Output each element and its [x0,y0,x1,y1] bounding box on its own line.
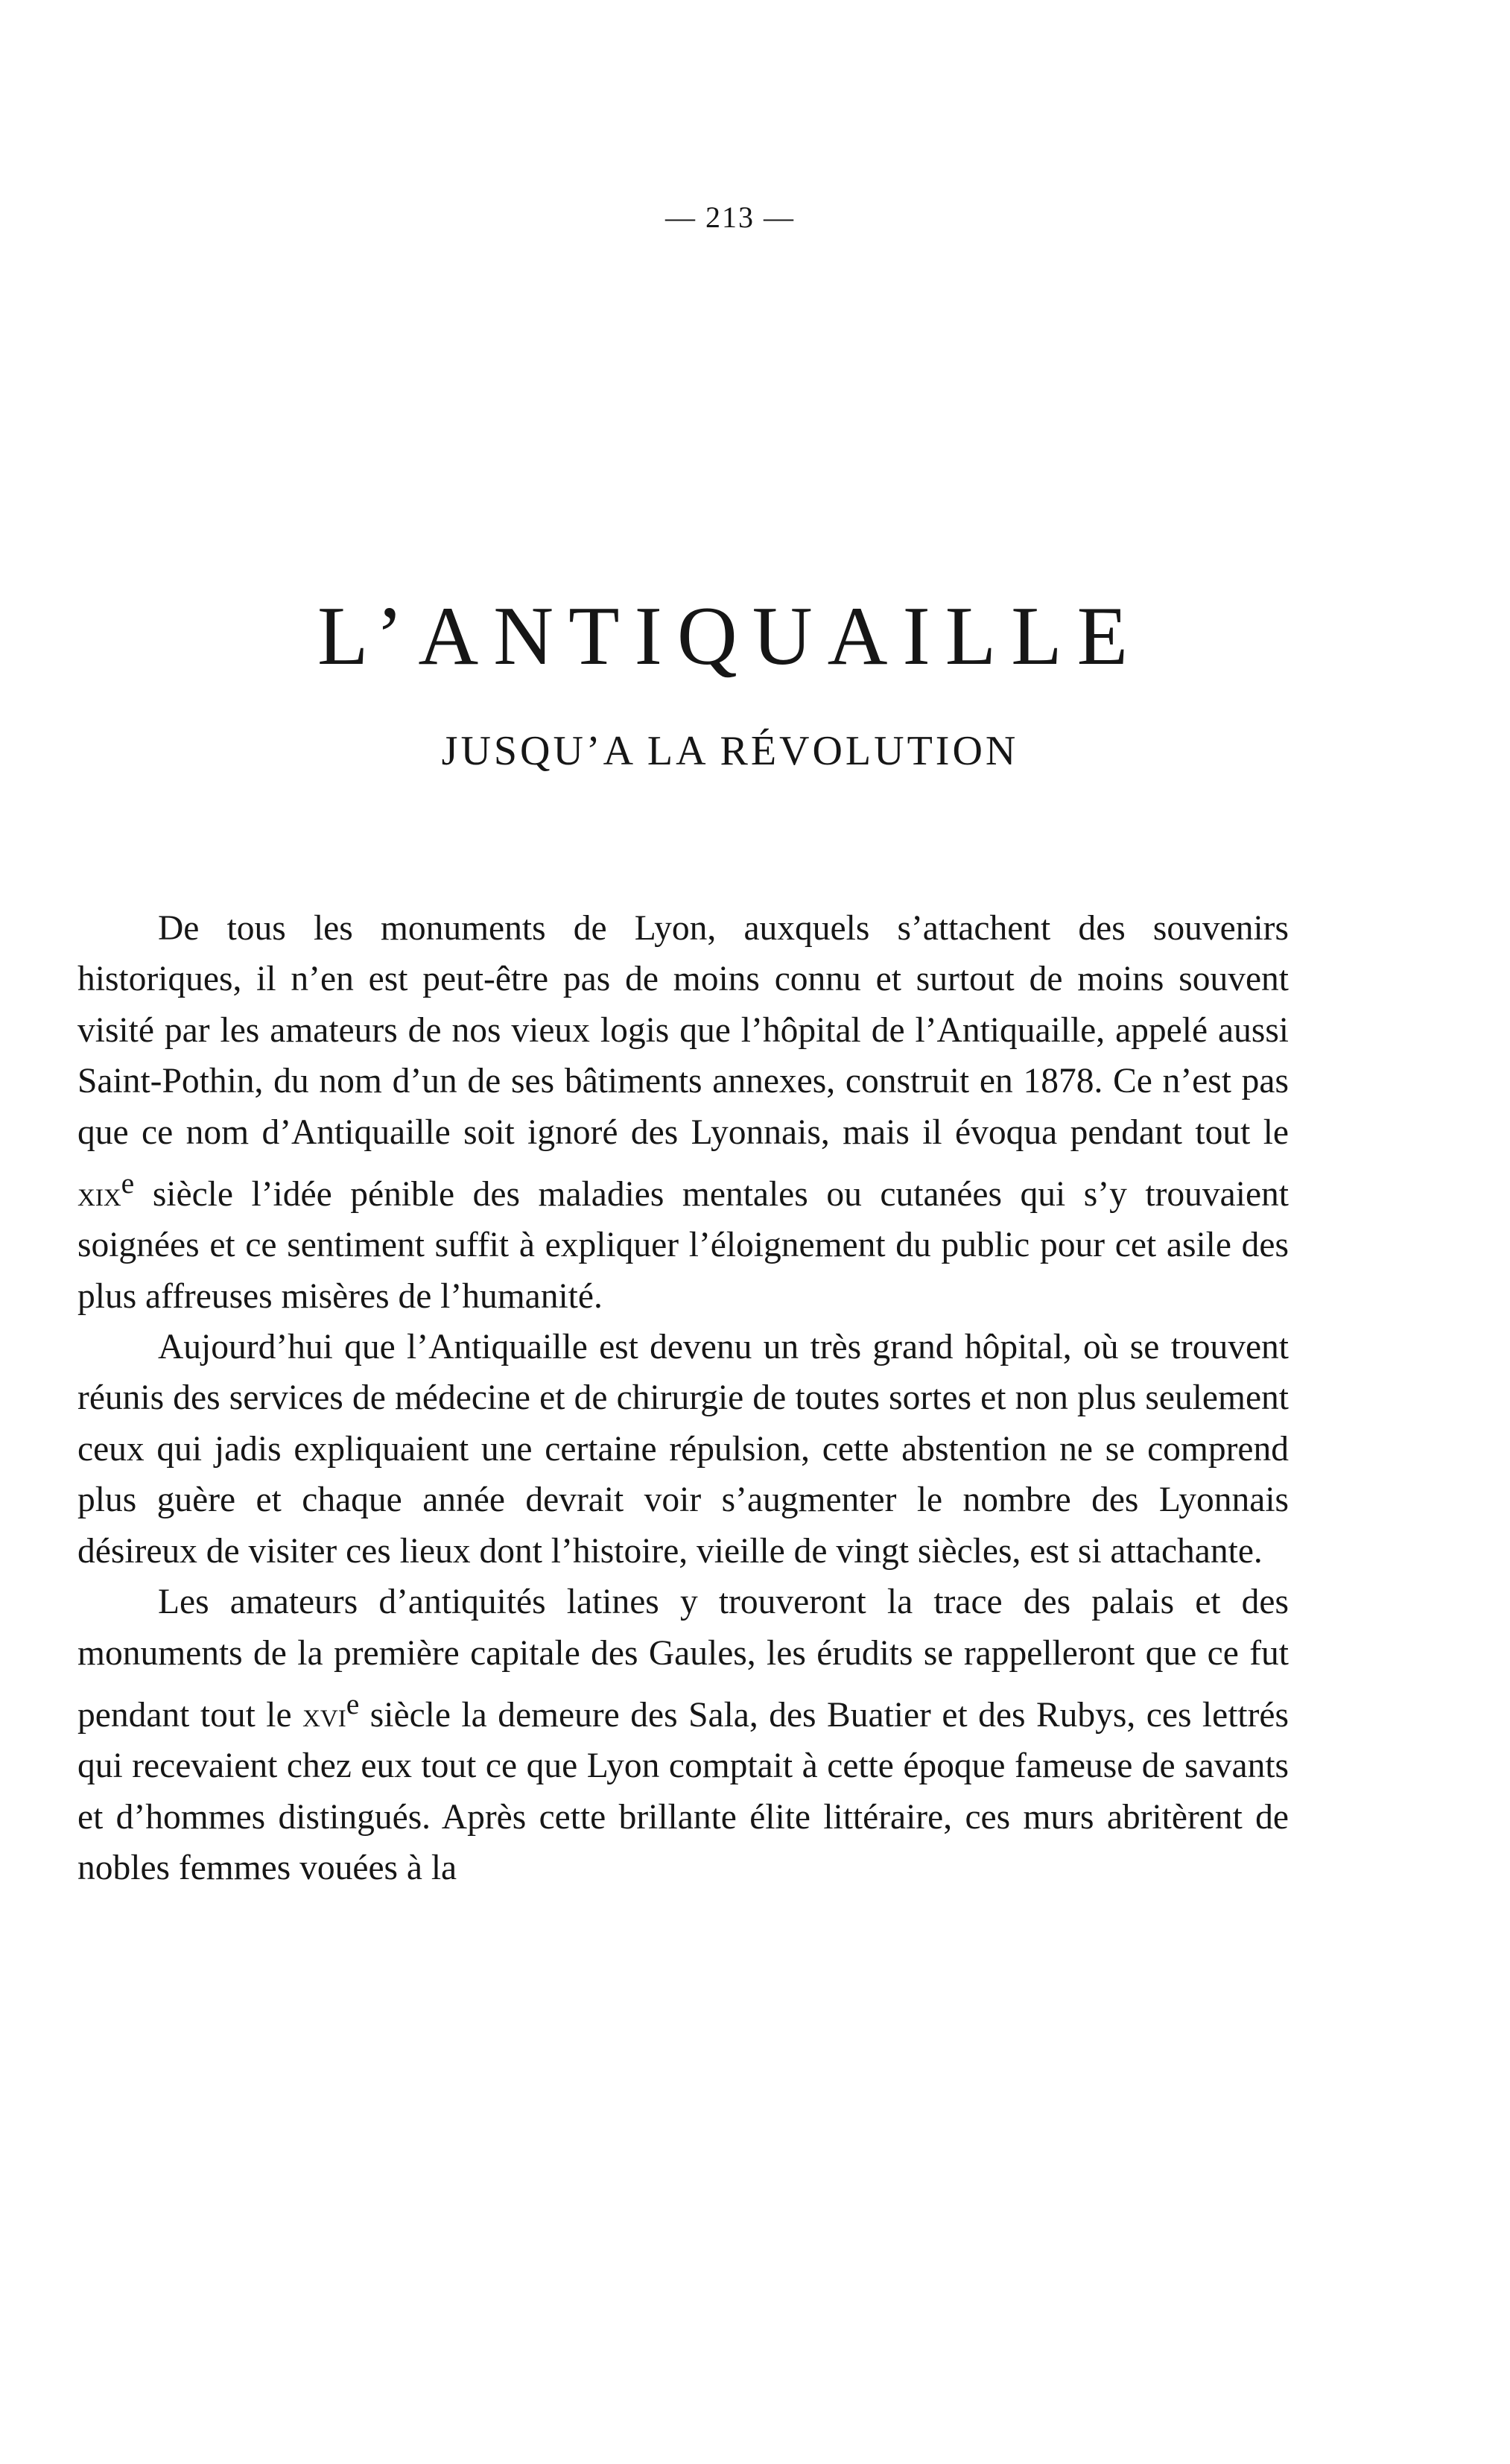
chapter-subtitle: JUSQU’A LA RÉVOLUTION [441,728,1019,774]
paragraph-1-text-b: siècle l’idée pénible des maladies mentales ou cutanées qui s’y trouvaient soignées et ce sentiment suffit à expliquer l’éloignement du public pour cet asile des plus affreuses misères de l’humanité. [77,1174,1289,1316]
body-text [77,903,1289,1893]
century-numeral: xix [77,1174,121,1214]
century-superscript: e [346,1687,360,1720]
paragraph-1 [77,903,1289,1322]
paragraph-3 [77,1577,1289,1893]
paragraph-3-text-a: Les amateurs d’antiquités latines y trouveront la trace des palais et des monuments de la première capitale des Gaules, les érudits se rappelleront que ce fut pendant tout le [77,1583,1289,1735]
century-superscript: e [121,1167,135,1200]
paragraph-1-text-a: De tous les monuments de Lyon, auxquels s’attachent des souvenirs historiques, il n’en est peut-être pas de moins connu et surtout de moins souvent visité par les amateurs de nos vieux logis que l’hôpital de l’Antiquaille, appelé aussi Saint-Pothin, du nom d’un de ses bâtiments annexes, construit en 1878. Ce n’est pas que ce nom d’Antiquaille soit ignoré des Lyonnais, mais il évoqua pendant tout le [77,909,1289,1152]
paragraph-3-text-b: siècle la demeure des Sala, des Buatier et des Rubys, ces lettrés qui recevaient chez eux tout ce que Lyon comptait à cette époque fameuse de savants et d’hommes distingués. Après cette brillante élite littéraire, ces murs abritèrent de nobles femmes vouées à la [77,1695,1289,1887]
chapter-title: L’ANTIQUAILLE [317,590,1143,682]
page-number: — 213 — [665,200,795,234]
paragraph-2: Aujourd’hui que l’Antiquaille est devenu un très grand hôpital, où se trouvent réunis des services de médecine et de chirurgie de toutes sortes et non plus seulement ceux qui jadis expliquaient une certaine répulsion, cette abstention ne se comprend plus guère et chaque année devrait voir s’augmenter le nombre des Lyonnais désireux de visiter ces lieux dont l’histoire, vieille de vingt siècles, est si attachante. [77,1328,1289,1571]
century-numeral: xvi [302,1695,346,1735]
